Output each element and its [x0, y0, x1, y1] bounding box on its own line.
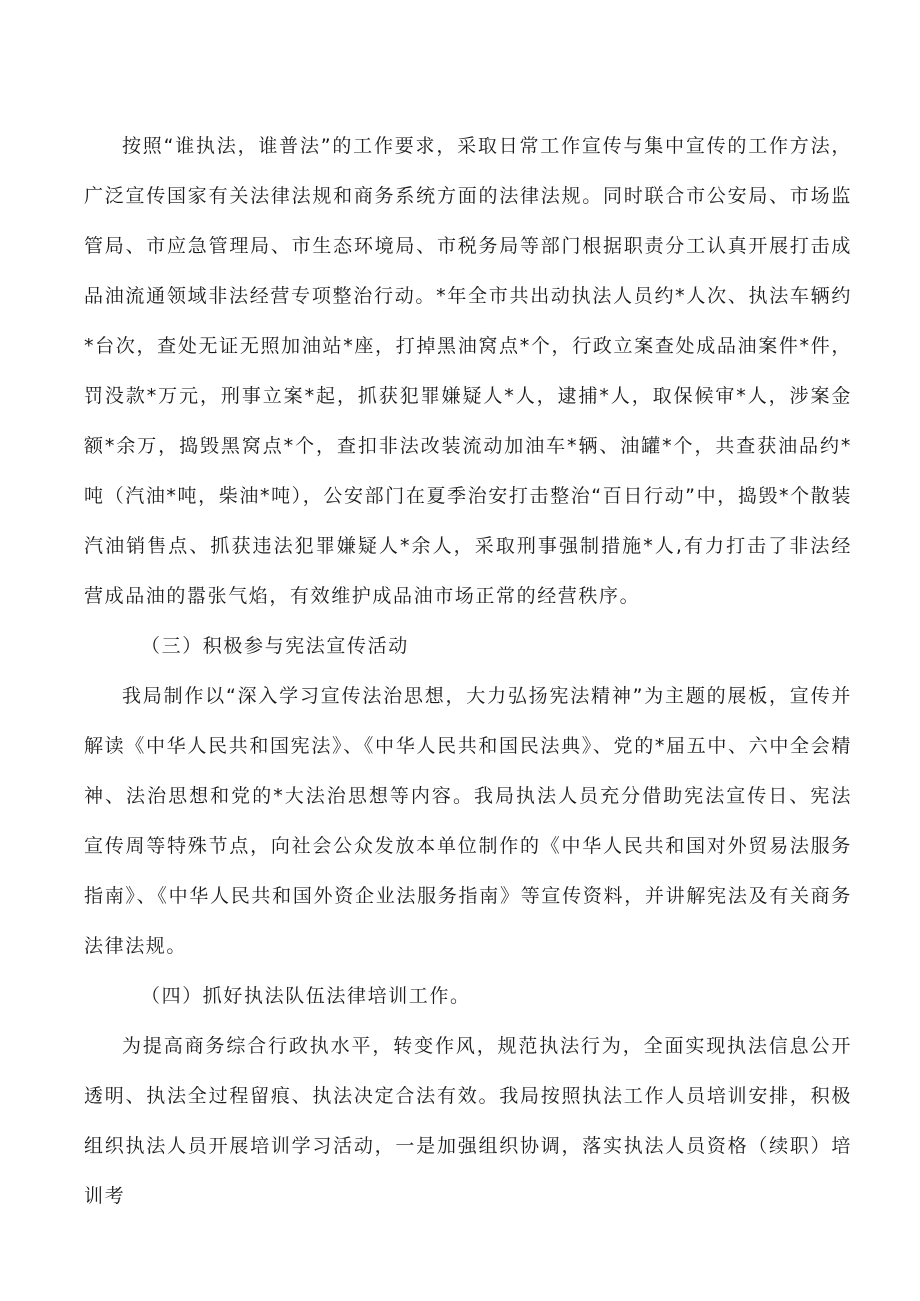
section-heading-constitution-publicity: （三）积极参与宪法宣传活动 — [141, 635, 409, 657]
document-body — [84, 121, 852, 1221]
paragraph-law-enforcement-campaign: 按照“谁执法，谁普法”的工作要求，采取日常工作宣传与集中宣传的工作方法，广泛宣传国家有关法律法规和商务系统方面的法律法规。同时联合市公安局、市场监管局、市应急管理局、市生态环境局、市税务局等部门根据职责分工认真开展打击成品油流通领域非法经营专项整治行动。*年全市共出动执法人员约*人次、执法车辆约*台次，查处无证无照加油站*座，打掉黑油窝点*个，行政立案查处成品油案件*件，罚没款*万元，刑事立案*起，抓获犯罪嫌疑人*人，逮捕*人，取保候审*人，涉案金额*余万，捣毁黑窝点*个，查扣非法改装流动加油车*辆、油罐*个，共查获油品约*吨（汽油*吨，柴油*吨），公安部门在夏季治安打击整治“百日行动”中，捣毁*个散装汽油销售点、抓获违法犯罪嫌疑人*余人，采取刑事强制措施*人,有力打击了非法经营成品油的嚣张气焰，有效维护成品油市场正常的经营秩序。 — [84, 135, 852, 607]
section-heading-legal-training: （四）抓好执法队伍法律培训工作。 — [141, 985, 471, 1007]
paragraph-legal-training: 为提高商务综合行政执水平，转变作风，规范执法行为，全面实现执法信息公开透明、执法全过程留痕、执法决定合法有效。我局按照执法工作人员培训安排，积极组织执法人员开展培训学习活动，一是加强组织协调，落实执法人员资格（续职）培训考 — [84, 1035, 852, 1207]
paragraph-constitution-publicity: 我局制作以“深入学习宣传法治思想，大力弘扬宪法精神”为主题的展板，宣传并解读《中华人民共和国宪法》、《中华人民共和国民法典》、党的*届五中、六中全会精神、法治思想和党的*大法治思想等内容。我局执法人员充分借助宪法宣传日、宪法宣传周等特殊节点，向社会公众发放本单位制作的《中华人民共和国对外贸易法服务指南》、《中华人民共和国外资企业法服务指南》等宣传资料，并讲解宪法及有关商务法律法规。 — [84, 685, 852, 957]
